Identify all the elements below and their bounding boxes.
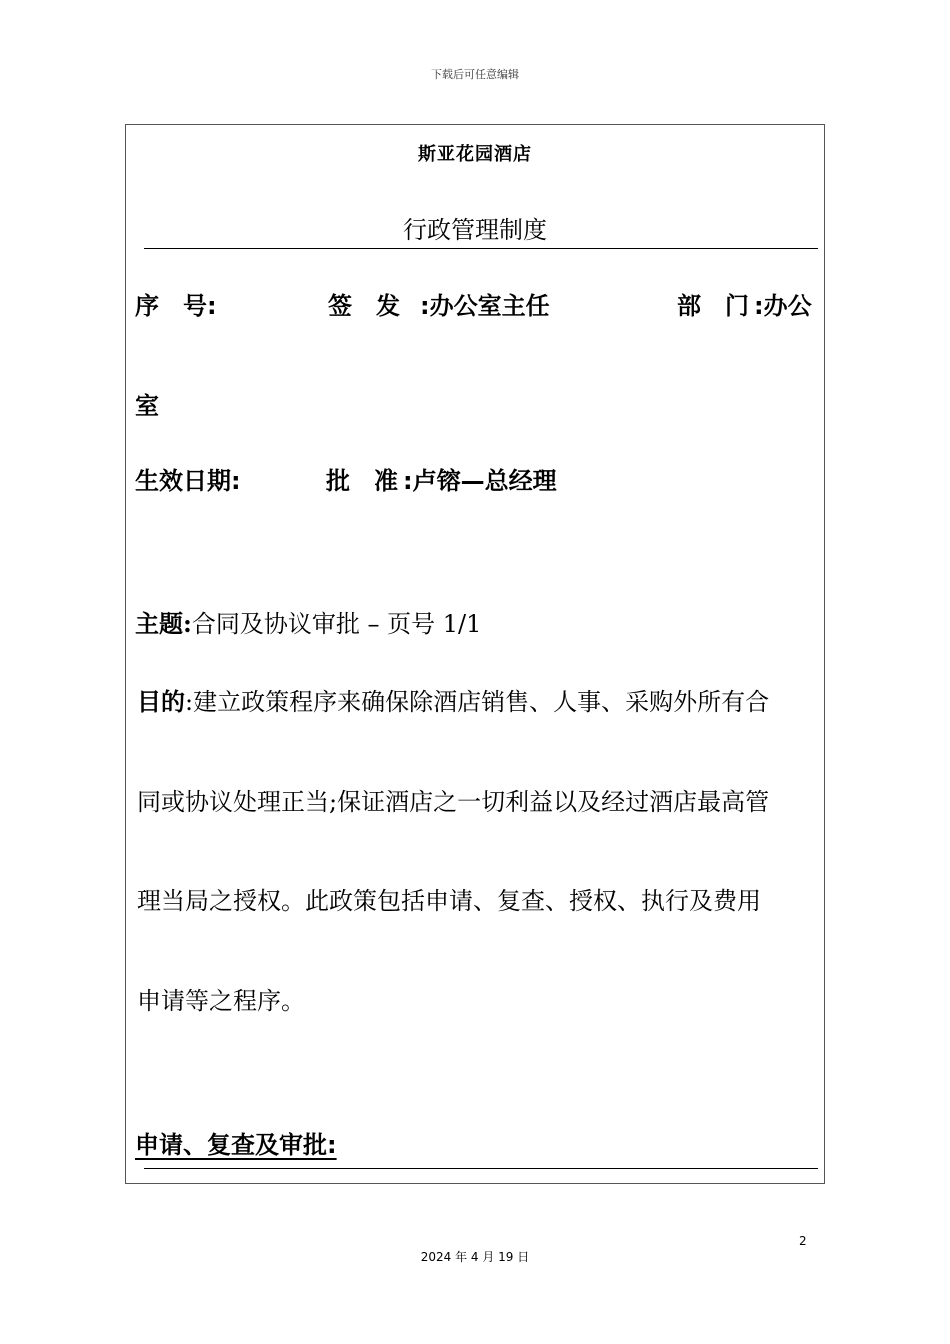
subject-label: 主题: <box>135 609 192 638</box>
purpose-line-4: 申请等之程序。 <box>137 987 305 1015</box>
document-title: 行政管理制度 <box>403 216 547 244</box>
title-divider <box>144 248 818 249</box>
subject-line <box>135 604 481 639</box>
purpose-line-1 <box>137 682 769 717</box>
purpose-text-1: :建立政策程序来确保除酒店销售、人事、采购外所有合 <box>185 688 770 716</box>
section-heading: 申请、复查及审批: <box>135 1131 337 1159</box>
purpose-label: 目的 <box>137 687 185 716</box>
section-divider <box>144 1168 818 1169</box>
hotel-name: 斯亚花园酒店 <box>418 144 532 165</box>
purpose-line-3: 理当局之授权。此政策包括申请、复查、授权、执行及费用 <box>137 887 761 915</box>
footer-date: 2024 年 4 月 19 日 <box>420 1250 530 1264</box>
document-frame <box>125 124 825 1184</box>
department-value: :办公 <box>754 292 812 320</box>
issuer-value: :办公室主任 <box>420 292 550 320</box>
approval-value: :卢镕—总经理 <box>403 467 557 495</box>
header-note: 下载后可任意编辑 <box>431 68 519 81</box>
department-label: 部 门 <box>677 292 749 320</box>
page-number: 2 <box>799 1234 807 1248</box>
approval-label: 批 准 <box>326 467 398 495</box>
purpose-line-2: 同或协议处理正当;保证酒店之一切利益以及经过酒店最高管 <box>137 788 770 816</box>
subject-value: 合同及协议审批 – 页号 1/1 <box>191 610 482 638</box>
serial-label: 序 号: <box>135 292 217 320</box>
issuer-label: 签 发 <box>328 292 400 320</box>
effective-date-label: 生效日期: <box>135 467 241 495</box>
department-value-continued: 室 <box>135 392 159 420</box>
